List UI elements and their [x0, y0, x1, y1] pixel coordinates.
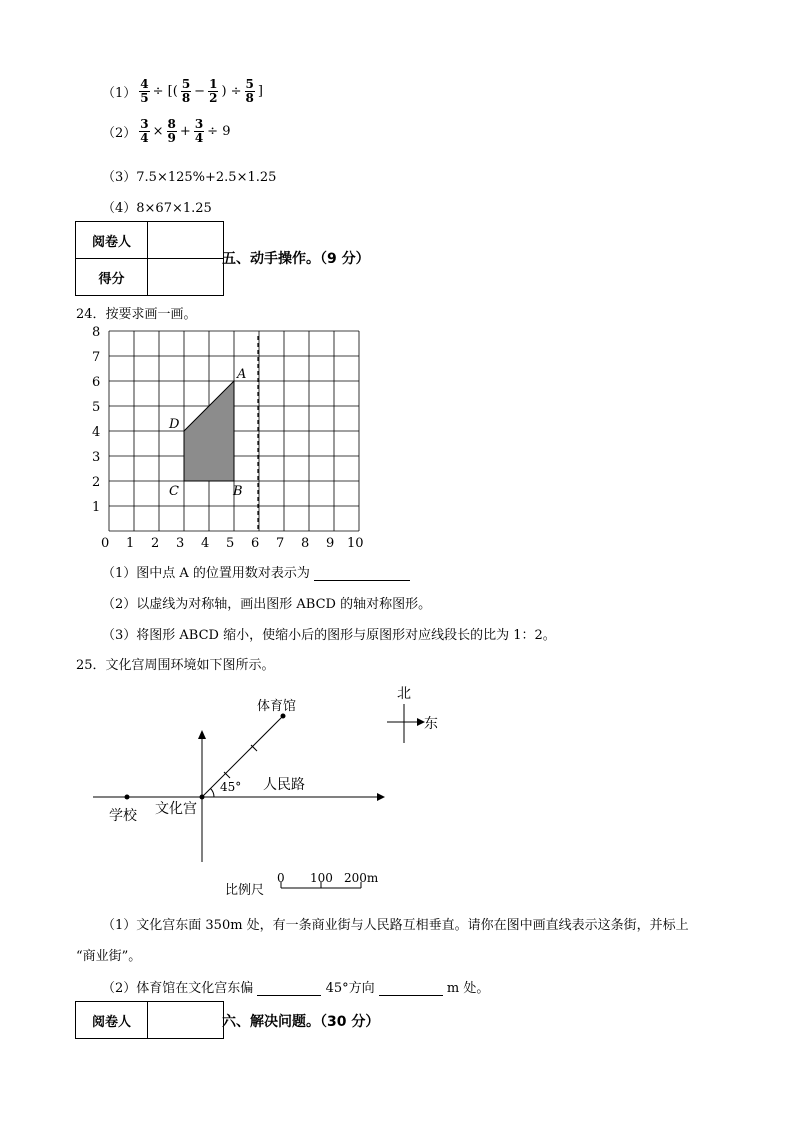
operator: ] [257, 84, 263, 99]
x-tick-labels [101, 536, 364, 551]
east-arrow-head [377, 793, 385, 801]
q25-sub1-line1: （1）文化宫东面 350m 处，有一条商业街与人民路互相垂直。请你在图中画直线表示这条街，并标上 [102, 918, 689, 933]
distance-tick [224, 772, 230, 778]
point-label-c: C [169, 484, 179, 499]
y-tick-label: 6 [92, 375, 101, 390]
compass-north-label: 北 [397, 686, 411, 702]
q24-sub2: （2）以虚线为对称轴，画出图形 ABCD 的轴对称图形。 [102, 597, 432, 612]
q25-sub1-line2: “商业街”。 [76, 949, 142, 964]
reviewer-cell[interactable] [148, 222, 224, 259]
angle-arc [211, 789, 215, 798]
stadium-label: 体育馆 [257, 699, 297, 714]
y-tick-labels [92, 325, 100, 515]
x-tick-label: 2 [151, 536, 160, 551]
q25-title: 25．文化宫周围环境如下图所示。 [76, 658, 275, 673]
north-arrow-head [198, 730, 206, 739]
palace-label: 文化宫 [155, 801, 197, 817]
fraction: $\frac{5}{8}$ [245, 77, 254, 105]
calc-item-1 [102, 78, 263, 105]
point-label-d: D [169, 417, 180, 432]
score-table-6 [75, 1001, 224, 1039]
fraction: $\frac{3}{4}$ [194, 117, 204, 145]
section-6-title: 六、解决问题。（30 分） [222, 1014, 380, 1030]
operator: × [152, 124, 164, 139]
fraction: $\frac{8}{9}$ [167, 117, 176, 145]
fraction: $\frac{1}{2}$ [209, 77, 218, 105]
x-tick-label: 7 [276, 536, 285, 551]
y-tick-label: 1 [92, 500, 101, 515]
y-tick-label: 7 [92, 350, 101, 365]
y-tick-label: 4 [92, 425, 101, 440]
score-cell[interactable] [148, 259, 224, 296]
operator: ) ÷ [221, 84, 242, 99]
scale-tick-label: 200m [344, 871, 379, 885]
x-tick-label: 5 [226, 536, 235, 551]
reviewer-label: 阅卷人 [76, 222, 148, 259]
point-label-a: A [237, 367, 247, 382]
operator: ÷ 9 [207, 124, 231, 139]
calc-item-2 [102, 118, 230, 145]
y-tick-label: 2 [92, 475, 101, 490]
scale-tick-label: 0 [277, 871, 285, 885]
answer-blank[interactable] [314, 568, 410, 581]
road-label: 人民路 [263, 777, 305, 793]
score-label: 得分 [76, 259, 148, 296]
fraction: $\frac{4}{5}$ [140, 77, 149, 105]
q24-sub3: （3）将图形 ABCD 缩小，使缩小后的图形与原图形对应线段长的比为 1：2。 [102, 628, 556, 643]
operator: + [179, 124, 191, 139]
y-tick-label: 3 [92, 450, 101, 465]
y-tick-label: 8 [92, 325, 101, 340]
school-point [125, 795, 130, 800]
q25-map-figure [85, 682, 455, 902]
distance-tick [251, 745, 257, 751]
x-tick-label: 9 [326, 536, 335, 551]
fraction: $\frac{5}{8}$ [181, 77, 191, 105]
palace-point [200, 795, 205, 800]
x-tick-label: 8 [301, 536, 310, 551]
answer-blank[interactable] [379, 983, 443, 996]
y-tick-label: 5 [92, 400, 101, 415]
operator: ÷ [( [152, 84, 178, 99]
item-number: （2） [102, 126, 137, 141]
angle-label: 45° [220, 780, 242, 794]
section-5-title: 五、动手操作。（9 分） [222, 251, 370, 267]
school-label: 学校 [109, 808, 137, 824]
operator: − [194, 84, 206, 99]
compass-east-label: 东 [424, 716, 438, 732]
point-label-b: B [233, 484, 243, 499]
score-table [75, 221, 224, 296]
x-tick-label: 1 [126, 536, 135, 551]
x-tick-label: 0 [101, 536, 110, 551]
scale-label: 比例尺 [225, 883, 265, 898]
fraction: $\frac{3}{4}$ [140, 117, 149, 145]
q24-title: 24．按要求画一画。 [76, 307, 197, 322]
calc-item-4: （4）8×67×1.25 [102, 201, 212, 216]
reviewer-cell[interactable] [148, 1002, 224, 1039]
item-number: （1） [102, 86, 137, 101]
scale-tick-label: 100 [310, 871, 333, 885]
reviewer-label: 阅卷人 [76, 1002, 148, 1039]
x-tick-label: 6 [251, 536, 260, 551]
q24-grid-figure [80, 325, 380, 555]
calc-item-3: （3）7.5×125%+2.5×1.25 [102, 170, 277, 185]
x-tick-label: 10 [347, 536, 364, 551]
q24-sub1: （1）图中点 A 的位置用数对表示为 [102, 562, 410, 581]
x-tick-label: 3 [176, 536, 185, 551]
stadium-point [281, 714, 286, 719]
q25-sub2: （2）体育馆在文化宫东偏 45°方向 m 处。 [102, 981, 490, 996]
answer-blank[interactable] [257, 983, 321, 996]
x-tick-label: 4 [201, 536, 210, 551]
